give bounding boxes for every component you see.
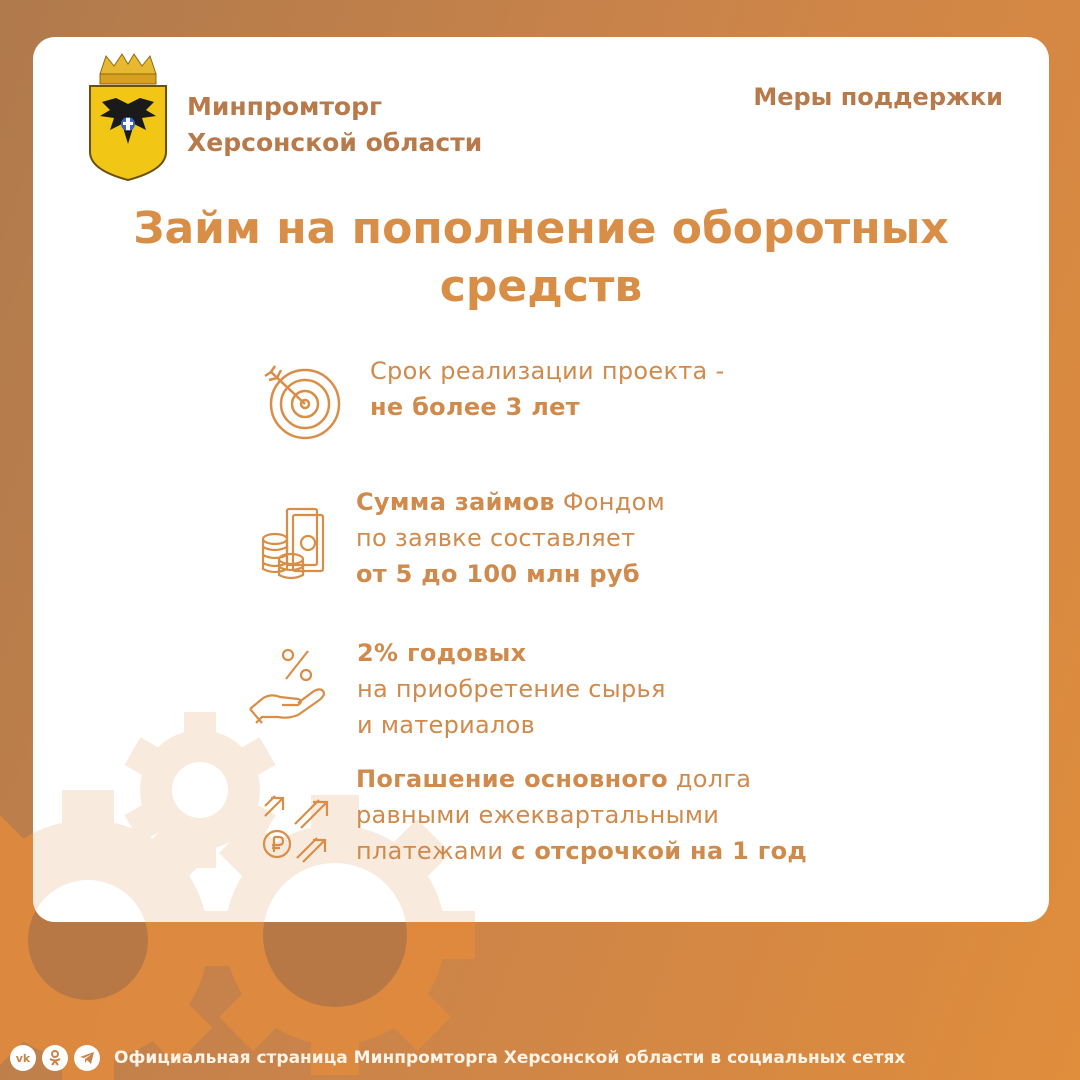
coat-of-arms-logo xyxy=(88,52,168,182)
money-coins-icon xyxy=(261,505,329,583)
target-icon xyxy=(261,364,343,446)
item-repayment-pre: платежами xyxy=(356,837,512,865)
item-loan-amount xyxy=(356,484,665,592)
item-rate-value: 2% годовых xyxy=(357,639,527,667)
item-repayment xyxy=(356,761,807,869)
item-repayment-value: с отсрочкой на 1 год xyxy=(511,837,808,865)
page-title xyxy=(33,200,1049,316)
hand-percent-icon xyxy=(248,647,328,729)
item-repayment-rest: долга xyxy=(667,765,752,793)
footer xyxy=(0,1042,1080,1074)
vk-icon[interactable]: vk xyxy=(10,1045,36,1071)
item-term-value: не более 3 лет xyxy=(370,393,580,421)
item-rate xyxy=(357,635,666,743)
item-loan-amount-line-2: по заявке составляет xyxy=(356,524,636,552)
telegram-icon[interactable] xyxy=(74,1045,100,1071)
item-loan-amount-value: от 5 до 100 млн руб xyxy=(356,560,640,588)
item-term-line-1: Срок реализации проекта - xyxy=(370,357,725,385)
item-term xyxy=(370,353,724,425)
item-loan-amount-bold: Сумма займов xyxy=(356,488,555,516)
title-line-2: средств xyxy=(439,261,643,312)
item-rate-line-2: на приобретение сырья xyxy=(357,675,666,703)
section-label: Меры поддержки xyxy=(753,83,1003,111)
info-card xyxy=(33,37,1049,922)
organization-name xyxy=(187,89,482,161)
odnoklassniki-icon[interactable] xyxy=(42,1045,68,1071)
org-line-1: Минпромторг xyxy=(187,92,383,121)
title-line-1: Займ на пополнение оборотных xyxy=(133,203,949,254)
ruble-arrows-icon xyxy=(261,794,331,866)
item-repayment-line-2: равными ежеквартальными xyxy=(356,801,720,829)
item-rate-line-3: и материалов xyxy=(357,711,536,739)
item-loan-amount-rest: Фондом xyxy=(554,488,666,516)
item-repayment-bold: Погашение основного xyxy=(356,765,668,793)
org-line-2: Херсонской области xyxy=(187,128,483,157)
footer-text: Официальная страница Минпромторга Херсонской области в социальных сетях xyxy=(114,1048,906,1068)
